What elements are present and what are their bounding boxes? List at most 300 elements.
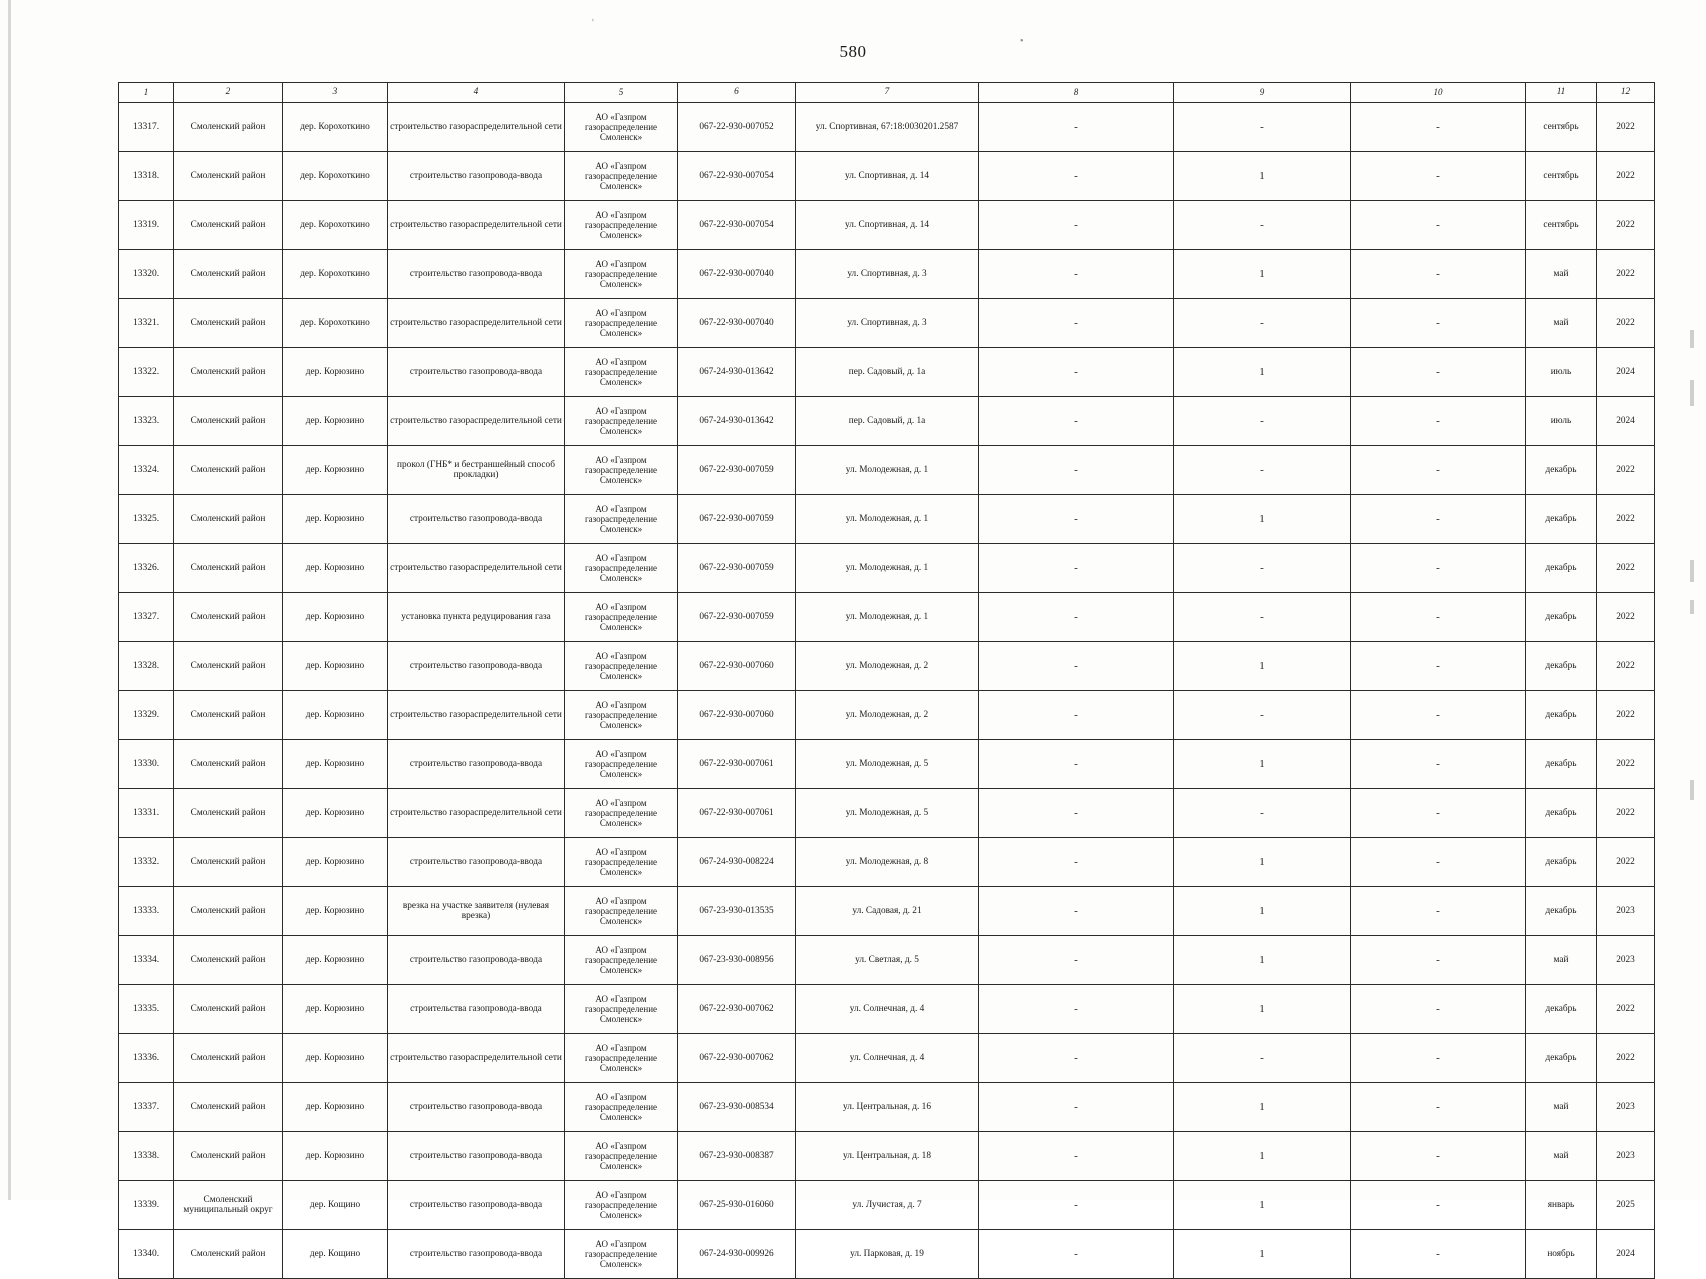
row-address: ул. Лучистая, д. 7 [796, 1181, 979, 1230]
table-row [119, 985, 1655, 1034]
row-col9: 1 [1174, 642, 1351, 691]
row-year: 2024 [1597, 397, 1655, 446]
row-col8: - [979, 1034, 1174, 1083]
row-col9: 1 [1174, 936, 1351, 985]
row-organization: АО «Газпром газораспределение Смоленск» [565, 103, 678, 152]
row-address: ул. Спортивная, д. 14 [796, 201, 979, 250]
row-settlement: дер. Корохоткино [283, 250, 388, 299]
row-month: декабрь [1526, 544, 1597, 593]
column-header-8: 8 [979, 83, 1174, 103]
column-header-5: 5 [565, 83, 678, 103]
row-col10: - [1351, 1230, 1526, 1279]
scan-edge-mark [1690, 560, 1694, 582]
row-col8: - [979, 691, 1174, 740]
row-month: декабрь [1526, 642, 1597, 691]
row-number: 13336. [119, 1034, 174, 1083]
table-row [119, 887, 1655, 936]
row-organization: АО «Газпром газораспределение Смоленск» [565, 593, 678, 642]
row-col9: 1 [1174, 1181, 1351, 1230]
row-col8: - [979, 789, 1174, 838]
table-row [119, 1230, 1655, 1279]
row-address: ул. Молодежная, д. 1 [796, 495, 979, 544]
row-year: 2023 [1597, 936, 1655, 985]
registry-table-container [118, 82, 1635, 1279]
row-work-type: строительства газопровода-ввода [388, 985, 565, 1034]
row-col10: - [1351, 446, 1526, 495]
row-month: декабрь [1526, 593, 1597, 642]
column-header-10: 10 [1351, 83, 1526, 103]
row-contract-number: 067-25-930-016060 [678, 1181, 796, 1230]
row-settlement: дер. Корюзино [283, 642, 388, 691]
column-header-6: 6 [678, 83, 796, 103]
row-month: май [1526, 936, 1597, 985]
row-organization: АО «Газпром газораспределение Смоленск» [565, 446, 678, 495]
row-work-type: прокол (ГНБ* и бестраншейный способ прокладки) [388, 446, 565, 495]
row-work-type: строительство газопровода-ввода [388, 740, 565, 789]
row-col9: 1 [1174, 1230, 1351, 1279]
row-year: 2023 [1597, 887, 1655, 936]
row-organization: АО «Газпром газораспределение Смоленск» [565, 544, 678, 593]
scan-edge-mark [1690, 600, 1694, 614]
row-address: ул. Молодежная, д. 5 [796, 740, 979, 789]
row-settlement: дер. Корюзино [283, 495, 388, 544]
row-district: Смоленский район [174, 740, 283, 789]
table-row [119, 152, 1655, 201]
row-organization: АО «Газпром газораспределение Смоленск» [565, 299, 678, 348]
row-month: май [1526, 250, 1597, 299]
row-year: 2023 [1597, 1083, 1655, 1132]
row-col10: - [1351, 1132, 1526, 1181]
row-year: 2022 [1597, 544, 1655, 593]
row-organization: АО «Газпром газораспределение Смоленск» [565, 887, 678, 936]
row-col9: - [1174, 397, 1351, 446]
row-number: 13339. [119, 1181, 174, 1230]
scan-edge-mark [1690, 380, 1694, 406]
row-contract-number: 067-24-930-013642 [678, 348, 796, 397]
row-organization: АО «Газпром газораспределение Смоленск» [565, 152, 678, 201]
column-header-1: 1 [119, 83, 174, 103]
row-year: 2022 [1597, 201, 1655, 250]
row-col8: - [979, 642, 1174, 691]
row-settlement: дер. Корюзино [283, 593, 388, 642]
row-work-type: строительство газораспределительной сети [388, 299, 565, 348]
row-col8: - [979, 1083, 1174, 1132]
scan-speck: ' [592, 18, 594, 29]
table-row [119, 397, 1655, 446]
row-col9: 1 [1174, 152, 1351, 201]
table-row [119, 348, 1655, 397]
table-row [119, 1132, 1655, 1181]
row-district: Смоленский район [174, 495, 283, 544]
row-col8: - [979, 985, 1174, 1034]
table-row [119, 642, 1655, 691]
row-number: 13318. [119, 152, 174, 201]
scan-speck: • [1020, 36, 1024, 47]
row-work-type: строительство газопровода-ввода [388, 1083, 565, 1132]
row-month: май [1526, 1132, 1597, 1181]
row-work-type: строительство газораспределительной сети [388, 789, 565, 838]
row-number: 13331. [119, 789, 174, 838]
row-contract-number: 067-22-930-007054 [678, 152, 796, 201]
row-col10: - [1351, 348, 1526, 397]
row-address: ул. Спортивная, д. 3 [796, 250, 979, 299]
row-contract-number: 067-22-930-007054 [678, 201, 796, 250]
table-row [119, 691, 1655, 740]
row-month: сентябрь [1526, 201, 1597, 250]
row-work-type: строительство газопровода-ввода [388, 1181, 565, 1230]
row-work-type: строительство газораспределительной сети [388, 201, 565, 250]
row-number: 13326. [119, 544, 174, 593]
row-col8: - [979, 103, 1174, 152]
row-number: 13319. [119, 201, 174, 250]
row-col9: 1 [1174, 1083, 1351, 1132]
row-district: Смоленский район [174, 593, 283, 642]
row-settlement: дер. Корюзино [283, 1132, 388, 1181]
row-organization: АО «Газпром газораспределение Смоленск» [565, 691, 678, 740]
row-number: 13337. [119, 1083, 174, 1132]
row-district: Смоленский район [174, 838, 283, 887]
row-col8: - [979, 1230, 1174, 1279]
row-contract-number: 067-24-930-009926 [678, 1230, 796, 1279]
row-col9: - [1174, 446, 1351, 495]
row-month: май [1526, 1083, 1597, 1132]
table-row [119, 250, 1655, 299]
row-col10: - [1351, 985, 1526, 1034]
row-col10: - [1351, 1181, 1526, 1230]
row-col9: - [1174, 1034, 1351, 1083]
row-month: декабрь [1526, 789, 1597, 838]
scan-edge-mark [1690, 780, 1694, 800]
row-contract-number: 067-22-930-007040 [678, 250, 796, 299]
row-number: 13325. [119, 495, 174, 544]
row-work-type: строительство газораспределительной сети [388, 397, 565, 446]
row-work-type: строительство газопровода-ввода [388, 642, 565, 691]
row-col10: - [1351, 299, 1526, 348]
row-number: 13329. [119, 691, 174, 740]
table-body [119, 103, 1655, 1279]
row-address: ул. Молодежная, д. 2 [796, 691, 979, 740]
row-number: 13340. [119, 1230, 174, 1279]
row-contract-number: 067-24-930-008224 [678, 838, 796, 887]
row-col10: - [1351, 495, 1526, 544]
row-organization: АО «Газпром газораспределение Смоленск» [565, 1132, 678, 1181]
column-header-7: 7 [796, 83, 979, 103]
row-year: 2025 [1597, 1181, 1655, 1230]
row-contract-number: 067-22-930-007059 [678, 544, 796, 593]
row-year: 2022 [1597, 1034, 1655, 1083]
row-col9: 1 [1174, 985, 1351, 1034]
row-col8: - [979, 1181, 1174, 1230]
row-contract-number: 067-22-930-007059 [678, 593, 796, 642]
row-month: декабрь [1526, 1034, 1597, 1083]
row-number: 13334. [119, 936, 174, 985]
row-col10: - [1351, 593, 1526, 642]
row-settlement: дер. Корюзино [283, 985, 388, 1034]
row-work-type: строительство газопровода-ввода [388, 152, 565, 201]
row-col9: - [1174, 103, 1351, 152]
row-year: 2022 [1597, 740, 1655, 789]
table-row [119, 789, 1655, 838]
table-row [119, 1181, 1655, 1230]
row-settlement: дер. Корюзино [283, 397, 388, 446]
row-address: ул. Спортивная, д. 3 [796, 299, 979, 348]
row-col10: - [1351, 740, 1526, 789]
row-district: Смоленский район [174, 250, 283, 299]
row-contract-number: 067-23-930-008534 [678, 1083, 796, 1132]
row-number: 13335. [119, 985, 174, 1034]
row-year: 2022 [1597, 103, 1655, 152]
row-month: сентябрь [1526, 103, 1597, 152]
row-settlement: дер. Корюзино [283, 789, 388, 838]
row-work-type: строительство газопровода-ввода [388, 1132, 565, 1181]
row-col10: - [1351, 152, 1526, 201]
row-col10: - [1351, 838, 1526, 887]
row-settlement: дер. Корюзино [283, 1034, 388, 1083]
row-contract-number: 067-22-930-007060 [678, 691, 796, 740]
row-number: 13332. [119, 838, 174, 887]
row-district: Смоленский район [174, 1132, 283, 1181]
row-work-type: строительство газораспределительной сети [388, 1034, 565, 1083]
row-address: ул. Молодежная, д. 1 [796, 544, 979, 593]
row-organization: АО «Газпром газораспределение Смоленск» [565, 740, 678, 789]
row-organization: АО «Газпром газораспределение Смоленск» [565, 789, 678, 838]
row-col10: - [1351, 544, 1526, 593]
row-col9: 1 [1174, 1132, 1351, 1181]
row-month: декабрь [1526, 446, 1597, 495]
column-header-9: 9 [1174, 83, 1351, 103]
row-organization: АО «Газпром газораспределение Смоленск» [565, 250, 678, 299]
row-work-type: врезка на участке заявителя (нулевая врезка) [388, 887, 565, 936]
row-address: пер. Садовый, д. 1а [796, 348, 979, 397]
row-district: Смоленский район [174, 397, 283, 446]
row-contract-number: 067-22-930-007061 [678, 740, 796, 789]
row-organization: АО «Газпром газораспределение Смоленск» [565, 838, 678, 887]
row-month: июль [1526, 397, 1597, 446]
row-organization: АО «Газпром газораспределение Смоленск» [565, 201, 678, 250]
row-settlement: дер. Корюзино [283, 446, 388, 495]
row-address: ул. Светлая, д. 5 [796, 936, 979, 985]
row-col8: - [979, 838, 1174, 887]
table-row [119, 936, 1655, 985]
table-header-row [119, 83, 1655, 103]
row-address: ул. Солнечная, д. 4 [796, 1034, 979, 1083]
row-work-type: строительство газопровода-ввода [388, 495, 565, 544]
row-organization: АО «Газпром газораспределение Смоленск» [565, 1230, 678, 1279]
row-district: Смоленский муниципальный округ [174, 1181, 283, 1230]
table-row [119, 299, 1655, 348]
row-contract-number: 067-22-930-007062 [678, 1034, 796, 1083]
row-month: декабрь [1526, 985, 1597, 1034]
row-col10: - [1351, 642, 1526, 691]
row-settlement: дер. Корохоткино [283, 299, 388, 348]
row-contract-number: 067-22-930-007059 [678, 495, 796, 544]
row-settlement: дер. Корюзино [283, 887, 388, 936]
row-contract-number: 067-23-930-013535 [678, 887, 796, 936]
row-district: Смоленский район [174, 642, 283, 691]
row-col8: - [979, 397, 1174, 446]
scan-edge-mark [1690, 330, 1694, 348]
row-address: ул. Молодежная, д. 1 [796, 593, 979, 642]
row-settlement: дер. Кощино [283, 1230, 388, 1279]
table-header [119, 83, 1655, 103]
row-district: Смоленский район [174, 544, 283, 593]
row-col9: - [1174, 691, 1351, 740]
row-month: ноябрь [1526, 1230, 1597, 1279]
row-number: 13328. [119, 642, 174, 691]
row-number: 13338. [119, 1132, 174, 1181]
row-district: Смоленский район [174, 936, 283, 985]
row-address: ул. Садовая, д. 21 [796, 887, 979, 936]
row-col9: 1 [1174, 838, 1351, 887]
row-month: декабрь [1526, 691, 1597, 740]
row-col8: - [979, 446, 1174, 495]
row-settlement: дер. Корюзино [283, 348, 388, 397]
row-work-type: строительство газопровода-ввода [388, 348, 565, 397]
row-number: 13333. [119, 887, 174, 936]
row-organization: АО «Газпром газораспределение Смоленск» [565, 1034, 678, 1083]
row-organization: АО «Газпром газораспределение Смоленск» [565, 985, 678, 1034]
row-col8: - [979, 1132, 1174, 1181]
row-col10: - [1351, 201, 1526, 250]
row-col8: - [979, 348, 1174, 397]
row-number: 13322. [119, 348, 174, 397]
row-settlement: дер. Корюзино [283, 691, 388, 740]
row-number: 13320. [119, 250, 174, 299]
row-district: Смоленский район [174, 299, 283, 348]
row-district: Смоленский район [174, 348, 283, 397]
table-row [119, 446, 1655, 495]
table-row [119, 1034, 1655, 1083]
row-settlement: дер. Корюзино [283, 838, 388, 887]
column-header-3: 3 [283, 83, 388, 103]
row-work-type: строительство газопровода-ввода [388, 250, 565, 299]
column-header-4: 4 [388, 83, 565, 103]
row-month: сентябрь [1526, 152, 1597, 201]
row-col10: - [1351, 103, 1526, 152]
row-col8: - [979, 887, 1174, 936]
row-year: 2022 [1597, 985, 1655, 1034]
row-settlement: дер. Корюзино [283, 1083, 388, 1132]
row-year: 2022 [1597, 446, 1655, 495]
row-number: 13327. [119, 593, 174, 642]
table-row [119, 593, 1655, 642]
row-address: ул. Спортивная, 67:18:0030201.2587 [796, 103, 979, 152]
row-month: декабрь [1526, 740, 1597, 789]
row-work-type: строительство газопровода-ввода [388, 1230, 565, 1279]
row-district: Смоленский район [174, 446, 283, 495]
row-address: ул. Солнечная, д. 4 [796, 985, 979, 1034]
row-col8: - [979, 740, 1174, 789]
page-number: 580 [839, 42, 867, 61]
row-col8: - [979, 544, 1174, 593]
row-work-type: строительство газопровода-ввода [388, 838, 565, 887]
row-year: 2024 [1597, 348, 1655, 397]
row-organization: АО «Газпром газораспределение Смоленск» [565, 397, 678, 446]
row-col9: - [1174, 593, 1351, 642]
row-col8: - [979, 299, 1174, 348]
row-organization: АО «Газпром газораспределение Смоленск» [565, 1083, 678, 1132]
row-number: 13330. [119, 740, 174, 789]
row-year: 2022 [1597, 789, 1655, 838]
row-year: 2022 [1597, 642, 1655, 691]
row-year: 2022 [1597, 691, 1655, 740]
row-col8: - [979, 495, 1174, 544]
row-col10: - [1351, 936, 1526, 985]
row-year: 2022 [1597, 593, 1655, 642]
row-col10: - [1351, 887, 1526, 936]
row-col9: - [1174, 201, 1351, 250]
row-contract-number: 067-22-930-007052 [678, 103, 796, 152]
row-month: декабрь [1526, 838, 1597, 887]
row-district: Смоленский район [174, 789, 283, 838]
row-address: ул. Молодежная, д. 1 [796, 446, 979, 495]
row-contract-number: 067-22-930-007060 [678, 642, 796, 691]
row-col10: - [1351, 1083, 1526, 1132]
row-settlement: дер. Корохоткино [283, 103, 388, 152]
row-year: 2022 [1597, 152, 1655, 201]
row-col10: - [1351, 397, 1526, 446]
row-district: Смоленский район [174, 691, 283, 740]
row-year: 2022 [1597, 250, 1655, 299]
table-row [119, 1083, 1655, 1132]
row-col9: 1 [1174, 740, 1351, 789]
row-district: Смоленский район [174, 1230, 283, 1279]
row-address: ул. Парковая, д. 19 [796, 1230, 979, 1279]
row-contract-number: 067-24-930-013642 [678, 397, 796, 446]
row-district: Смоленский район [174, 201, 283, 250]
row-col8: - [979, 201, 1174, 250]
row-col9: - [1174, 299, 1351, 348]
row-address: ул. Спортивная, д. 14 [796, 152, 979, 201]
row-work-type: строительство газораспределительной сети [388, 544, 565, 593]
row-address: ул. Молодежная, д. 5 [796, 789, 979, 838]
row-col9: 1 [1174, 495, 1351, 544]
row-district: Смоленский район [174, 152, 283, 201]
row-contract-number: 067-22-930-007040 [678, 299, 796, 348]
column-header-11: 11 [1526, 83, 1597, 103]
row-year: 2022 [1597, 299, 1655, 348]
row-number: 13321. [119, 299, 174, 348]
row-col9: 1 [1174, 250, 1351, 299]
row-col9: - [1174, 789, 1351, 838]
row-district: Смоленский район [174, 103, 283, 152]
scan-edge-artifact [8, 0, 11, 1200]
row-col9: - [1174, 544, 1351, 593]
table-row [119, 838, 1655, 887]
row-work-type: установка пункта редуцирования газа [388, 593, 565, 642]
row-contract-number: 067-23-930-008387 [678, 1132, 796, 1181]
row-organization: АО «Газпром газораспределение Смоленск» [565, 1181, 678, 1230]
row-organization: АО «Газпром газораспределение Смоленск» [565, 642, 678, 691]
row-contract-number: 067-23-930-008956 [678, 936, 796, 985]
row-district: Смоленский район [174, 985, 283, 1034]
row-year: 2022 [1597, 838, 1655, 887]
row-col9: 1 [1174, 348, 1351, 397]
row-address: ул. Центральная, д. 18 [796, 1132, 979, 1181]
row-district: Смоленский район [174, 1083, 283, 1132]
row-year: 2024 [1597, 1230, 1655, 1279]
row-col8: - [979, 593, 1174, 642]
column-header-2: 2 [174, 83, 283, 103]
row-settlement: дер. Корюзино [283, 544, 388, 593]
row-col8: - [979, 936, 1174, 985]
row-settlement: дер. Корохоткино [283, 152, 388, 201]
row-district: Смоленский район [174, 1034, 283, 1083]
row-col10: - [1351, 789, 1526, 838]
row-district: Смоленский район [174, 887, 283, 936]
row-address: ул. Молодежная, д. 8 [796, 838, 979, 887]
row-year: 2022 [1597, 495, 1655, 544]
